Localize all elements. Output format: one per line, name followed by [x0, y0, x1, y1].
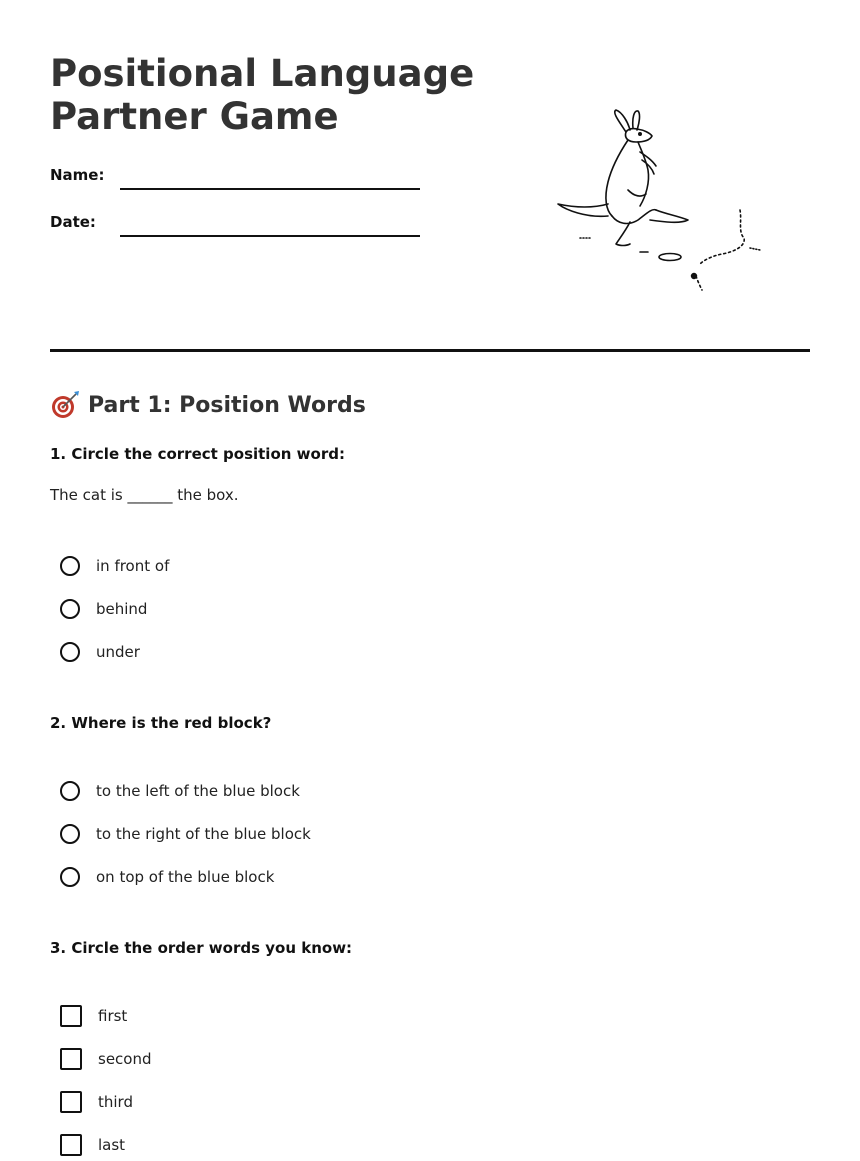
q1-option-under[interactable]	[60, 639, 140, 665]
checkbox[interactable]	[60, 1091, 82, 1113]
part1-title: Part 1: Position Words	[88, 392, 366, 418]
q2-option-right[interactable]	[60, 821, 311, 847]
option-label: to the right of the blue block	[96, 825, 311, 843]
option-label: third	[98, 1093, 133, 1111]
radio-circle[interactable]	[60, 642, 80, 662]
title-line-2: Partner Game	[50, 95, 339, 138]
question-1-sentence: The cat is ______ the box.	[50, 486, 239, 504]
q3-option-second[interactable]	[60, 1046, 152, 1072]
section-divider	[50, 349, 810, 352]
q1-option-behind[interactable]	[60, 596, 147, 622]
name-line[interactable]	[120, 188, 420, 190]
checkbox[interactable]	[60, 1048, 82, 1070]
option-label: under	[96, 643, 140, 661]
kangaroo-illustration	[540, 100, 780, 300]
date-field[interactable]	[50, 213, 430, 243]
q2-option-left[interactable]	[60, 778, 300, 804]
option-label: to the left of the blue block	[96, 782, 300, 800]
radio-circle[interactable]	[60, 781, 80, 801]
option-label: in front of	[96, 557, 170, 575]
radio-circle[interactable]	[60, 824, 80, 844]
date-label: Date:	[50, 213, 96, 231]
part1-heading	[50, 388, 366, 422]
checkbox[interactable]	[60, 1134, 82, 1156]
name-label: Name:	[50, 166, 105, 184]
option-label: on top of the blue block	[96, 868, 275, 886]
option-label: first	[98, 1007, 128, 1025]
q3-option-third[interactable]	[60, 1089, 133, 1115]
q3-option-first[interactable]	[60, 1003, 127, 1029]
target-icon	[50, 390, 80, 420]
question-3-text: 3. Circle the order words you know:	[50, 939, 353, 957]
q2-option-on-top[interactable]	[60, 864, 274, 890]
radio-circle[interactable]	[60, 599, 80, 619]
q1-option-in-front-of[interactable]	[60, 553, 169, 579]
question-1-text: 1. Circle the correct position word:	[50, 445, 345, 463]
option-label: last	[98, 1136, 126, 1154]
question-2-text: 2. Where is the red block?	[50, 714, 272, 732]
name-field[interactable]	[50, 166, 430, 196]
option-label: behind	[96, 600, 148, 618]
date-line[interactable]	[120, 235, 420, 237]
title-line-1: Positional Language	[50, 52, 475, 95]
checkbox[interactable]	[60, 1005, 82, 1027]
option-label: second	[98, 1050, 152, 1068]
radio-circle[interactable]	[60, 867, 80, 887]
page-title	[50, 52, 510, 138]
q3-option-last[interactable]	[60, 1132, 125, 1158]
radio-circle[interactable]	[60, 556, 80, 576]
